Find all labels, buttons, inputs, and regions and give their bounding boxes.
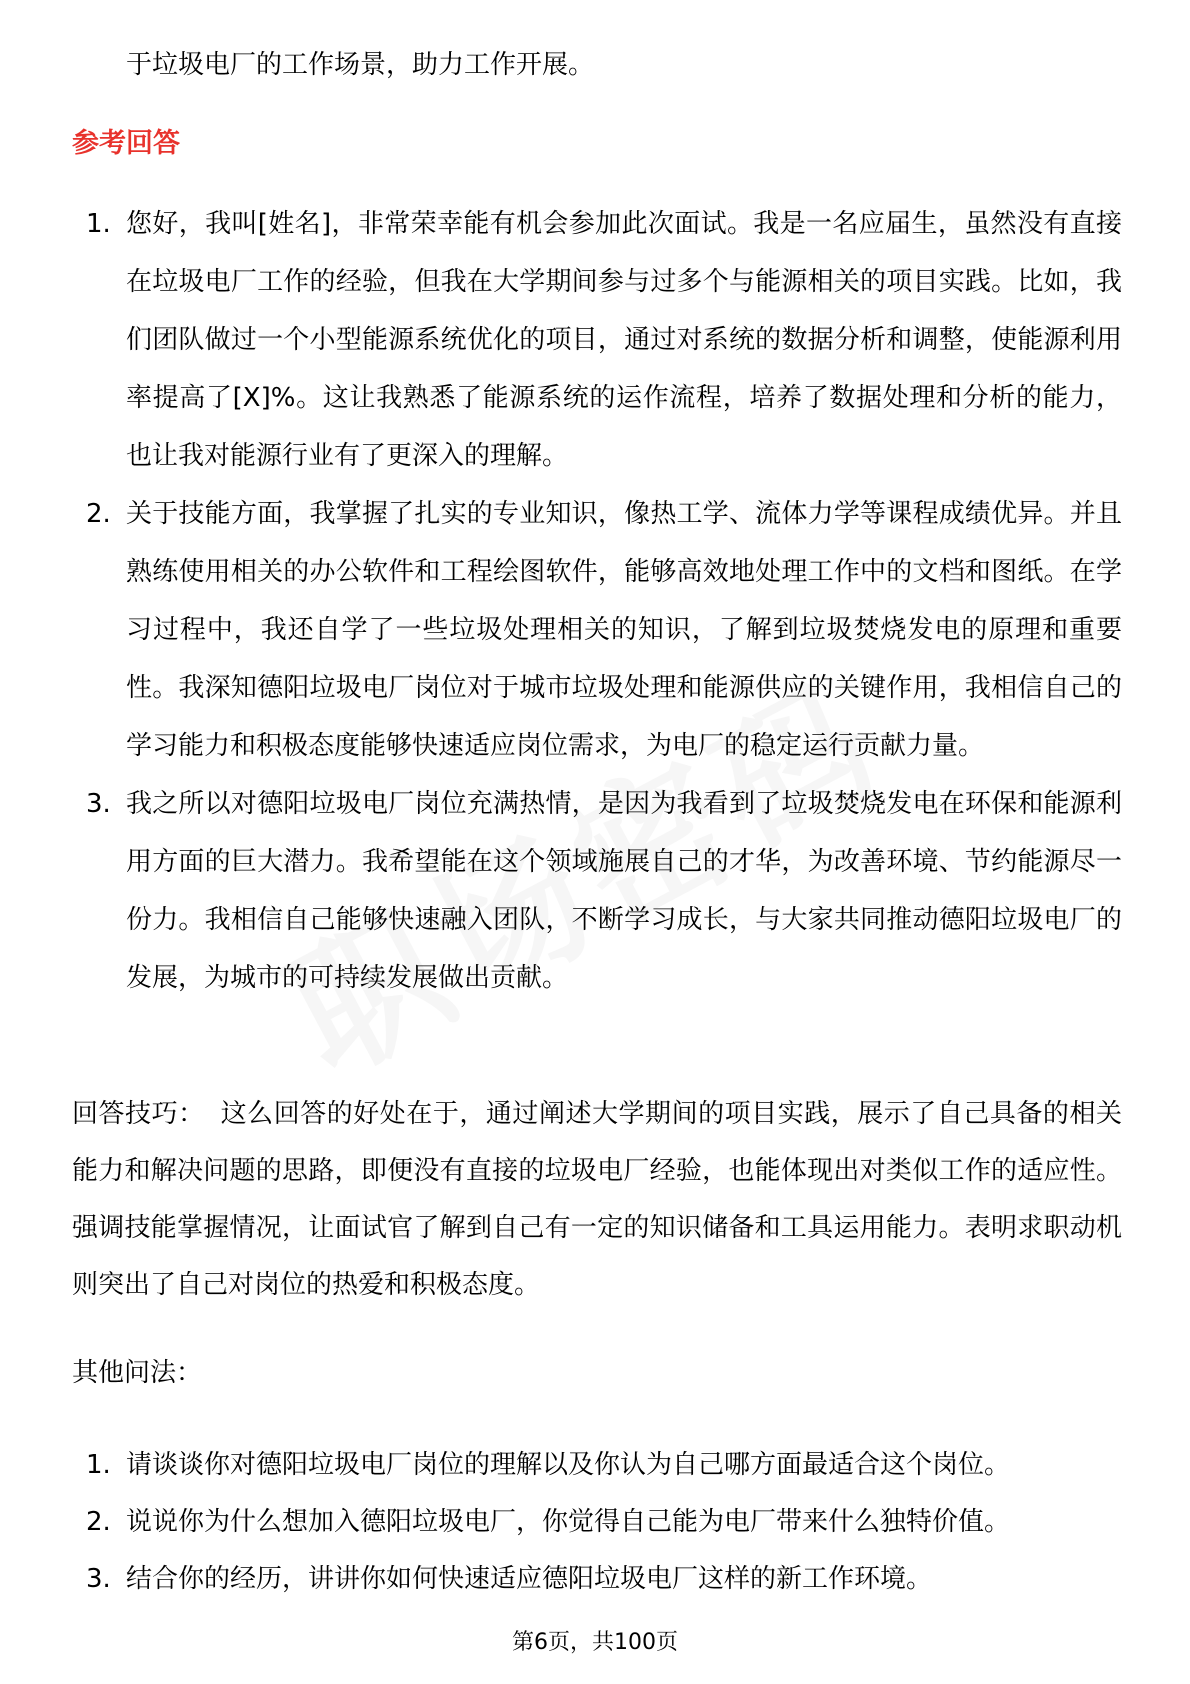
alt-question-item <box>72 1494 1122 1551</box>
answer-text: 关于技能方面，我掌握了扎实的专业知识，像热工学、流体力学等课程成绩优异。并且熟练使用相关的办公软件和工程绘图软件，能够高效地处理工作中的文档和图纸。在学习过程中，我还自学了一些垃圾处理相关的知识，了解到垃圾焚烧发电的原理和重要性。我深知德阳垃圾电厂岗位对于城市垃圾处理和能源供应的关键作用，我相信自己的学习能力和积极态度能够快速适应岗位需求，为电厂的稳定运行贡献力量。 <box>126 499 1122 761</box>
section-heading: 参考回答 <box>72 128 180 159</box>
alt-question-text: 结合你的经历，讲讲你如何快速适应德阳垃圾电厂这样的新工作环境。 <box>126 1564 933 1594</box>
alt-question-item <box>72 1437 1122 1494</box>
answer-tips-paragraph <box>72 1086 1122 1314</box>
list-number: 2. <box>86 499 111 529</box>
other-questions-heading: 其他问法： <box>72 1358 203 1388</box>
alt-question-list <box>72 1437 1122 1608</box>
tips-text: 这么回答的好处在于，通过阐述大学期间的项目实践，展示了自己具备的相关能力和解决问题的思路，即便没有直接的垃圾电厂经验，也能体现出对类似工作的适应性。强调技能掌握情况，让面试官了解到自己有一定的知识储备和工具运用能力。表明求职动机则突出了自己对岗位的热爱和积极态度。 <box>72 1099 1122 1300</box>
answer-item <box>72 485 1122 775</box>
alt-question-text: 说说你为什么想加入德阳垃圾电厂，你觉得自己能为电厂带来什么独特价值。 <box>126 1507 1011 1537</box>
answer-text: 您好，我叫[姓名]，非常荣幸能有机会参加此次面试。我是一名应届生，虽然没有直接在垃圾电厂工作的经验，但我在大学期间参与过多个与能源相关的项目实践。比如，我们团队做过一个小型能源系统优化的项目，通过对系统的数据分析和调整，使能源利用率提高了[X]%。这让我熟悉了能源系统的运作流程，培养了数据处理和分析的能力，也让我对能源行业有了更深入的理解。 <box>126 209 1122 471</box>
answer-item <box>72 775 1122 1007</box>
answer-list <box>72 195 1122 1007</box>
list-number: 3. <box>86 1564 111 1594</box>
tips-label: 回答技巧： <box>72 1099 205 1129</box>
alt-question-item <box>72 1551 1122 1608</box>
list-number: 2. <box>86 1507 111 1537</box>
continuation-line: 于垃圾电厂的工作场景，助力工作开展。 <box>126 50 595 80</box>
list-number: 3. <box>86 789 111 819</box>
answer-item <box>72 195 1122 485</box>
list-number: 1. <box>86 1450 111 1480</box>
page-footer: 第6页，共100页 <box>512 1630 678 1655</box>
alt-question-text: 请谈谈你对德阳垃圾电厂岗位的理解以及你认为自己哪方面最适合这个岗位。 <box>126 1450 1011 1480</box>
answer-text: 我之所以对德阳垃圾电厂岗位充满热情，是因为我看到了垃圾焚烧发电在环保和能源利用方面的巨大潜力。我希望能在这个领域施展自己的才华，为改善环境、节约能源尽一份力。我相信自己能够快速融入团队，不断学习成长，与大家共同推动德阳垃圾电厂的发展，为城市的可持续发展做出贡献。 <box>126 789 1122 993</box>
list-number: 1. <box>86 209 111 239</box>
